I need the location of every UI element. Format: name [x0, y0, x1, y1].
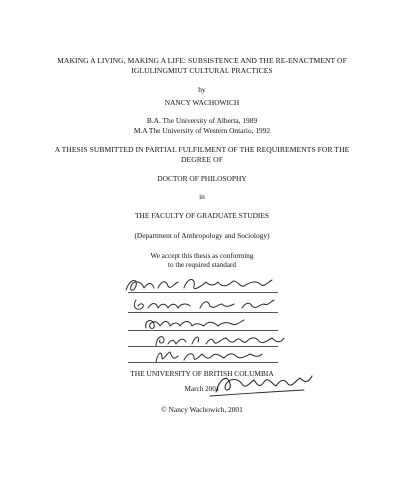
by-label: by [198, 85, 206, 94]
committee-signature-5 [150, 348, 270, 364]
committee-signature-3 [140, 316, 250, 332]
department-name: (Department of Anthropology and Sociology) [134, 231, 270, 240]
copyright-notice: © Nancy Wachowich, 2001 [161, 405, 243, 414]
committee-signature-1 [122, 276, 282, 296]
author-name: NANCY WACHOWICH [164, 98, 240, 107]
university-name: THE UNIVERSITY OF BRITISH COLUMBIA [130, 369, 274, 378]
title-line-2: IGLULINGMIUT CULTURAL PRACTICES [131, 66, 273, 75]
committee-signature-2 [130, 296, 280, 314]
doctorate-degree: DOCTOR OF PHILOSOPHY [157, 174, 247, 183]
faculty-name: THE FACULTY OF GRADUATE STUDIES [135, 211, 269, 220]
title-line-1: MAKING A LIVING, MAKING A LIFE: SUBSISTENCE AND THE RE-ENACTMENT OF [57, 56, 347, 65]
acceptance-line-2: to the required standard [167, 261, 237, 269]
in-label: in [199, 192, 205, 201]
degree-ba: B.A. The University of Alberta, 1989 [146, 116, 258, 125]
degree-ma: M.A The University of Western Ontario, 1992 [133, 126, 271, 135]
acceptance-line-1: We accept this thesis as conforming [150, 252, 254, 260]
thesis-statement-line-1: A THESIS SUBMITTED IN PARTIAL FULFILMENT OF THE REQUIREMENTS FOR THE [54, 145, 350, 154]
thesis-statement-line-2: DEGREE OF [180, 155, 223, 164]
submission-date: March 2001 [184, 385, 220, 393]
